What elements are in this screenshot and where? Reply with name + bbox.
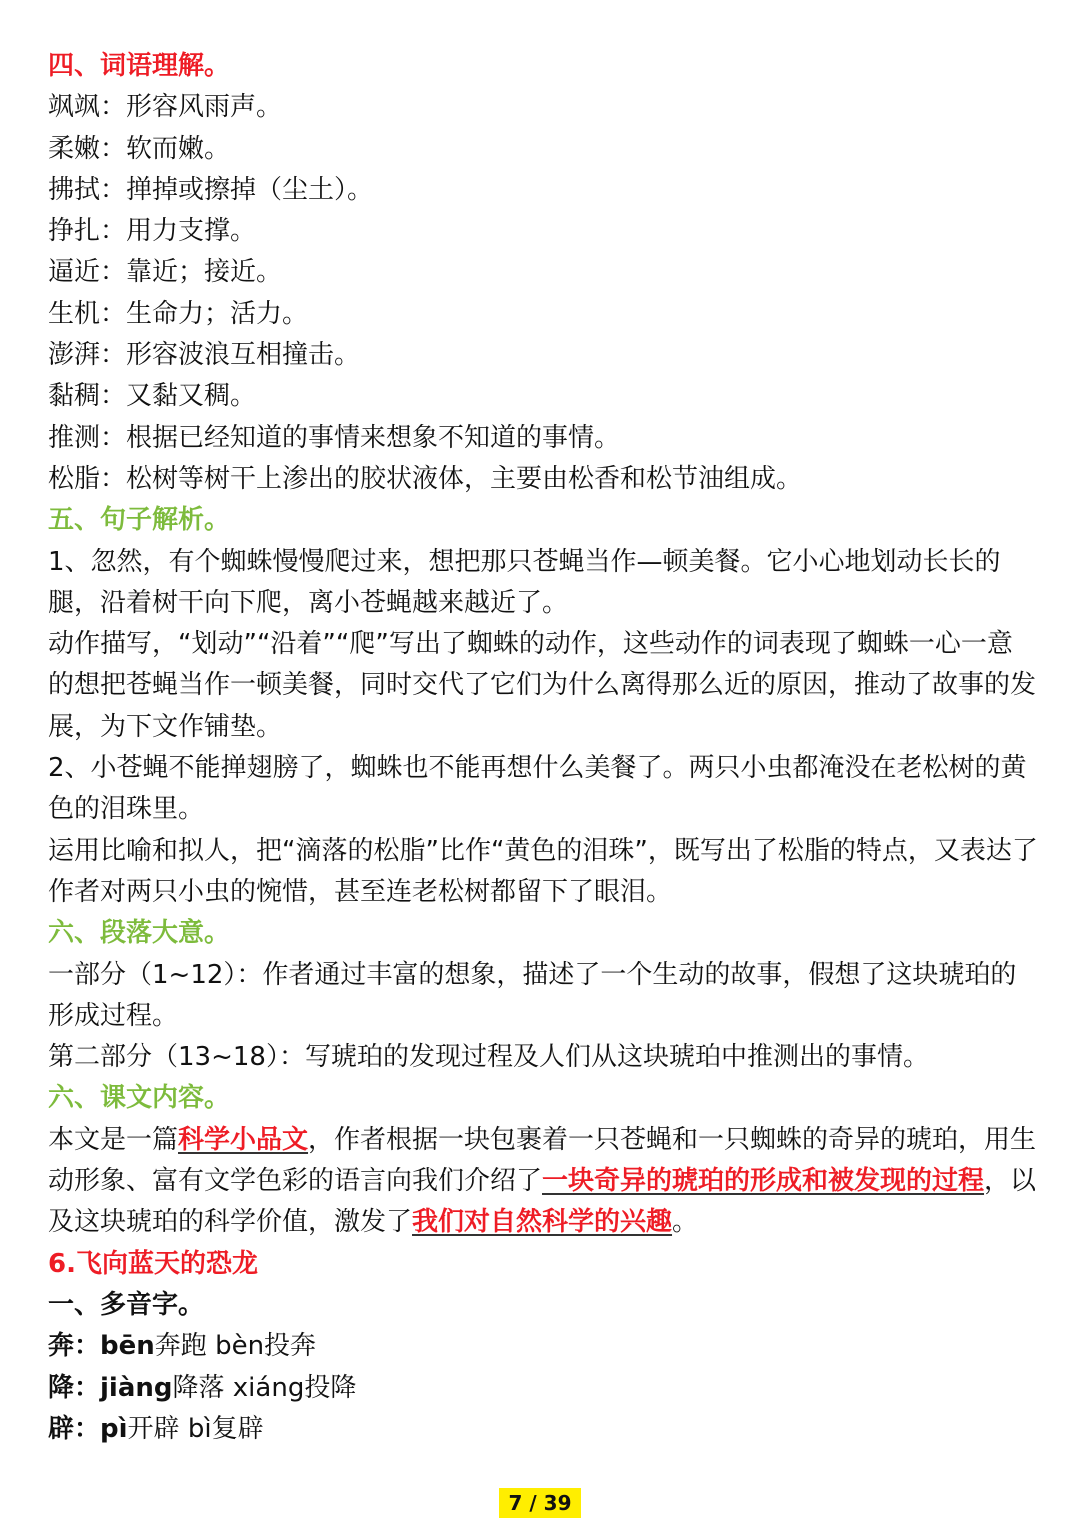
pinyin: xiáng	[232, 1372, 305, 1403]
sentence-1: 1、忽然，有个蜘蛛慢慢爬过来，想把那只苍蝇当作—顿美餐。它小心地划动长长的腿，沿着树干向下爬，离小苍蝇越来越近了。	[48, 546, 1001, 618]
section-title-sentence-analysis: 五、句子解析。	[48, 505, 231, 536]
page-footer	[0, 1488, 1080, 1518]
highlight-main-content: 一块奇异的琥珀的形成和被发现的过程	[542, 1166, 985, 1197]
section-title-paragraph-summary: 六、段落大意。	[48, 918, 231, 949]
vocab-item: 飒飒：形容风雨声。	[48, 92, 283, 123]
sentence-2-analysis: 运用比喻和拟人，把“滴落的松脂”比作“黄色的泪珠”，既写出了松脂的特点，又表达了作者对两只小虫的惋惜，甚至连老松树都留下了眼泪。	[48, 835, 1038, 907]
word: 复辟	[211, 1413, 264, 1444]
vocab-item: 澎湃：形容波浪互相撞击。	[48, 340, 361, 371]
section-title-text-content: 六、课文内容。	[48, 1083, 231, 1114]
lesson-title: 6.飞向蓝天的恐龙	[48, 1248, 258, 1279]
text-run: ，以及这块琥珀的科学价值，激发了	[48, 1166, 1037, 1238]
page-content	[48, 46, 1038, 1450]
vocab-item: 松脂：松树等树干上渗出的胶状液体，主要由松香和松节油组成。	[48, 463, 803, 494]
polyphone-char: 奔：	[48, 1331, 101, 1362]
vocab-item: 生机：生命力；活力。	[48, 298, 309, 329]
section-title-polyphones: 一、多音字。	[48, 1289, 205, 1320]
sentence-1-analysis: 动作描写，“划动”“沿着”“爬”写出了蜘蛛的动作，这些动作的词表现了蜘蛛一心一意的想把苍蝇当作一顿美餐，同时交代了它们为什么离得那么近的原因，推动了故事的发展，为下文作铺垫。	[48, 629, 1037, 742]
polyphone-char: 辟：	[48, 1413, 101, 1444]
vocab-item: 黏稠：又黏又稠。	[48, 381, 257, 412]
sentence-2: 2、小苍蝇不能掸翅膀了，蜘蛛也不能再想什么美餐了。两只小虫都淹没在老松树的黄色的泪珠里。	[48, 753, 1027, 825]
page-number: 7 / 39	[499, 1488, 582, 1518]
paragraph-summary-1: 一部分（1~12）：作者通过丰富的想象，描述了一个生动的故事，假想了这块琥珀的形成过程。	[48, 959, 1017, 1031]
word: 投降	[304, 1372, 357, 1403]
pinyin: bì	[187, 1413, 212, 1444]
word: 开辟	[127, 1413, 180, 1444]
vocab-item: 拂拭：掸掉或擦掉（尘土）。	[48, 174, 374, 205]
polyphone-row	[48, 1368, 1038, 1409]
vocab-item: 推测：根据已经知道的事情来想象不知道的事情。	[48, 422, 621, 453]
pinyin: pì	[100, 1413, 128, 1444]
text-run: ，作者根据一块包裹着一只苍蝇和一只蜘蛛的奇异的琥珀，用生动形象、富有文学色彩的语言向我们介绍了	[48, 1124, 1037, 1197]
vocabulary-list	[48, 87, 1038, 500]
word: 投奔	[264, 1331, 317, 1362]
highlight-genre: 科学小品文	[178, 1124, 309, 1155]
vocab-item: 柔嫩：软而嫩。	[48, 133, 231, 164]
polyphone-row	[48, 1409, 1038, 1450]
word: 奔跑	[154, 1331, 207, 1362]
text-run: 本文是一篇	[48, 1124, 179, 1155]
text-content-paragraph	[48, 1120, 1038, 1244]
paragraph-summary-2: 第二部分（13~18）：写琥珀的发现过程及人们从这块琥珀中推测出的事情。	[48, 1042, 929, 1073]
text-run: 。	[672, 1207, 699, 1238]
highlight-effect: 我们对自然科学的兴趣	[412, 1207, 673, 1238]
pinyin: bēn	[100, 1331, 155, 1362]
pinyin: jiàng	[100, 1372, 173, 1403]
polyphone-row	[48, 1326, 1038, 1367]
section-title-vocabulary: 四、词语理解。	[48, 51, 231, 81]
vocab-item: 挣扎：用力支撑。	[48, 216, 257, 247]
pinyin: bèn	[215, 1331, 265, 1362]
word: 降落	[172, 1372, 225, 1403]
vocab-item: 逼近：靠近；接近。	[48, 257, 283, 288]
polyphone-char: 降：	[48, 1372, 101, 1403]
